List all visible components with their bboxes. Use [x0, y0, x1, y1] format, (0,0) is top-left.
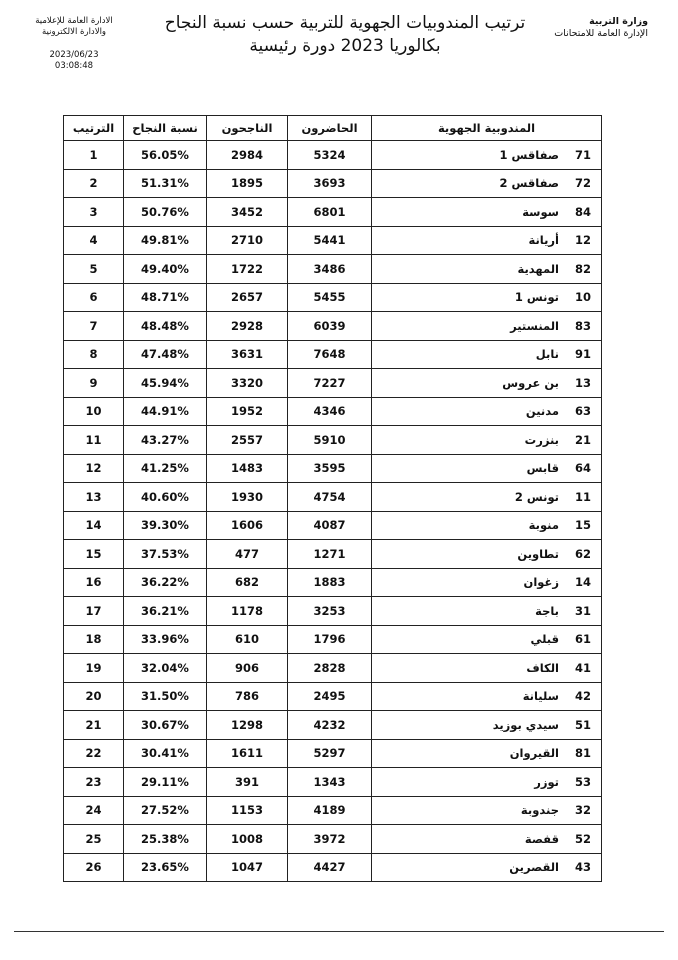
passed-count-cell: 1008	[207, 825, 288, 854]
passed-count-cell: 391	[207, 768, 288, 797]
footer-divider	[14, 931, 664, 932]
pass-rate-cell: 51.31%	[124, 169, 207, 198]
passed-count-cell: 3631	[207, 340, 288, 369]
passed-count-cell: 682	[207, 568, 288, 597]
pass-rate-cell: 47.48%	[124, 340, 207, 369]
pass-rate-cell: 32.04%	[124, 654, 207, 683]
passed-count-cell: 1483	[207, 454, 288, 483]
passed-count-cell: 1611	[207, 739, 288, 768]
table-row	[64, 369, 602, 398]
region-code: 43	[574, 860, 591, 875]
region-name: القيروان	[509, 746, 559, 761]
passed-count-cell: 1930	[207, 483, 288, 512]
rank-cell: 14	[64, 511, 124, 540]
region-name: باجة	[535, 603, 559, 618]
pass-rate-cell: 27.52%	[124, 796, 207, 825]
table-row	[64, 511, 602, 540]
rank-cell: 3	[64, 198, 124, 227]
pass-rate-cell: 33.96%	[124, 625, 207, 654]
region-code: 12	[574, 233, 591, 248]
passed-count-cell: 1178	[207, 597, 288, 626]
pass-rate-cell: 39.30%	[124, 511, 207, 540]
region-code: 64	[574, 461, 591, 476]
region-cell	[372, 283, 602, 312]
rank-cell: 4	[64, 226, 124, 255]
region-name: بنزرت	[524, 432, 559, 447]
region-cell	[372, 426, 602, 455]
region-name: قبلي	[530, 632, 559, 647]
region-cell	[372, 597, 602, 626]
present-count-cell: 4087	[288, 511, 372, 540]
region-cell	[372, 511, 602, 540]
passed-count-cell: 1047	[207, 853, 288, 882]
pass-rate-cell: 41.25%	[124, 454, 207, 483]
rank-cell: 12	[64, 454, 124, 483]
region-code: 61	[574, 632, 591, 647]
ministry-name: وزارة التربية	[589, 16, 648, 27]
present-count-cell: 3486	[288, 255, 372, 284]
it-header	[28, 16, 120, 72]
region-cell	[372, 739, 602, 768]
present-count-cell: 3693	[288, 169, 372, 198]
table-row	[64, 169, 602, 198]
passed-count-cell: 3452	[207, 198, 288, 227]
passed-count-cell: 1153	[207, 796, 288, 825]
table-row	[64, 426, 602, 455]
region-cell	[372, 397, 602, 426]
region-name: جندوبة	[520, 803, 559, 818]
pass-rate-cell: 25.38%	[124, 825, 207, 854]
region-name: توزر	[534, 774, 559, 789]
table-row	[64, 739, 602, 768]
region-code: 62	[574, 546, 591, 561]
region-cell	[372, 853, 602, 882]
passed-count-cell: 1895	[207, 169, 288, 198]
rank-cell: 1	[64, 141, 124, 170]
print-date: 2023/06/23	[49, 50, 99, 60]
passed-count-cell: 786	[207, 682, 288, 711]
region-name: تطاوين	[517, 546, 559, 561]
region-cell	[372, 169, 602, 198]
region-name: المنستير	[510, 318, 559, 333]
table-row	[64, 568, 602, 597]
table-row	[64, 283, 602, 312]
rank-cell: 23	[64, 768, 124, 797]
table-body	[64, 141, 602, 882]
region-cell	[372, 682, 602, 711]
passed-count-cell: 1606	[207, 511, 288, 540]
region-name: قفصة	[524, 831, 559, 846]
rank-cell: 6	[64, 283, 124, 312]
pass-rate-cell: 23.65%	[124, 853, 207, 882]
rank-cell: 10	[64, 397, 124, 426]
region-code: 72	[574, 176, 591, 191]
region-code: 52	[574, 831, 591, 846]
region-name: سوسة	[522, 204, 559, 219]
rank-cell: 7	[64, 312, 124, 341]
table-row	[64, 853, 602, 882]
pass-rate-cell: 31.50%	[124, 682, 207, 711]
column-header-rate: نسبة النجاح	[124, 116, 207, 141]
passed-count-cell: 2657	[207, 283, 288, 312]
present-count-cell: 4346	[288, 397, 372, 426]
present-count-cell: 4189	[288, 796, 372, 825]
rank-cell: 8	[64, 340, 124, 369]
column-header-present: الحاضرون	[288, 116, 372, 141]
passed-count-cell: 610	[207, 625, 288, 654]
rank-cell: 15	[64, 540, 124, 569]
column-header-passed: الناجحون	[207, 116, 288, 141]
region-code: 10	[574, 290, 591, 305]
region-cell	[372, 483, 602, 512]
present-count-cell: 3972	[288, 825, 372, 854]
table-row	[64, 597, 602, 626]
table-row	[64, 768, 602, 797]
table-row	[64, 255, 602, 284]
pass-rate-cell: 49.40%	[124, 255, 207, 284]
rank-cell: 21	[64, 711, 124, 740]
rank-cell: 25	[64, 825, 124, 854]
rank-cell: 5	[64, 255, 124, 284]
table-header-row	[64, 116, 602, 141]
passed-count-cell: 1952	[207, 397, 288, 426]
table-row	[64, 625, 602, 654]
region-name: سليانة	[522, 689, 559, 704]
rank-cell: 24	[64, 796, 124, 825]
table-row	[64, 397, 602, 426]
pass-rate-cell: 36.21%	[124, 597, 207, 626]
pass-rate-cell: 45.94%	[124, 369, 207, 398]
passed-count-cell: 1722	[207, 255, 288, 284]
region-name: بن عروس	[502, 375, 559, 390]
present-count-cell: 2495	[288, 682, 372, 711]
pass-rate-cell: 40.60%	[124, 483, 207, 512]
region-cell	[372, 369, 602, 398]
table-row	[64, 141, 602, 170]
present-count-cell: 7227	[288, 369, 372, 398]
region-code: 71	[574, 147, 591, 162]
region-code: 14	[574, 575, 591, 590]
rank-cell: 16	[64, 568, 124, 597]
table-row	[64, 226, 602, 255]
region-cell	[372, 340, 602, 369]
region-name: صفاقس 1	[499, 147, 559, 162]
region-name: تونس 1	[514, 290, 559, 305]
table-row	[64, 312, 602, 341]
region-name: قابس	[526, 461, 559, 476]
present-count-cell: 1343	[288, 768, 372, 797]
region-code: 42	[574, 689, 591, 704]
pass-rate-cell: 49.81%	[124, 226, 207, 255]
pass-rate-cell: 48.48%	[124, 312, 207, 341]
region-name: المهدية	[517, 261, 559, 276]
present-count-cell: 5324	[288, 141, 372, 170]
region-code: 21	[574, 432, 591, 447]
rank-cell: 26	[64, 853, 124, 882]
table-row	[64, 654, 602, 683]
pass-rate-cell: 36.22%	[124, 568, 207, 597]
pass-rate-cell: 44.91%	[124, 397, 207, 426]
region-cell	[372, 198, 602, 227]
present-count-cell: 4232	[288, 711, 372, 740]
region-cell	[372, 568, 602, 597]
present-count-cell: 4427	[288, 853, 372, 882]
present-count-cell: 5910	[288, 426, 372, 455]
region-name: تونس 2	[514, 489, 559, 504]
present-count-cell: 1796	[288, 625, 372, 654]
rank-cell: 17	[64, 597, 124, 626]
region-name: زغوان	[523, 575, 559, 590]
present-count-cell: 6801	[288, 198, 372, 227]
pass-rate-cell: 30.41%	[124, 739, 207, 768]
passed-count-cell: 2928	[207, 312, 288, 341]
passed-count-cell: 477	[207, 540, 288, 569]
column-header-rank: الترتيب	[64, 116, 124, 141]
region-name: القصرين	[509, 860, 559, 875]
present-count-cell: 2828	[288, 654, 372, 683]
rank-cell: 11	[64, 426, 124, 455]
present-count-cell: 7648	[288, 340, 372, 369]
directorate-name: الإدارة العامة للامتحانات	[554, 28, 648, 39]
present-count-cell: 1883	[288, 568, 372, 597]
passed-count-cell: 2710	[207, 226, 288, 255]
rank-cell: 9	[64, 369, 124, 398]
region-code: 32	[574, 803, 591, 818]
present-count-cell: 4754	[288, 483, 372, 512]
passed-count-cell: 1298	[207, 711, 288, 740]
region-cell	[372, 226, 602, 255]
region-name: الكاف	[526, 660, 559, 675]
rank-cell: 22	[64, 739, 124, 768]
region-cell	[372, 768, 602, 797]
it-directorate-line1: الادارة العامة للإعلامية	[35, 16, 113, 26]
passed-count-cell: 906	[207, 654, 288, 683]
pass-rate-cell: 37.53%	[124, 540, 207, 569]
region-name: سيدي بوزيد	[492, 717, 559, 732]
it-directorate-line2: والادارة الالكترونية	[41, 27, 107, 37]
title-line-2: بكالوريا 2023 دورة رئيسية	[249, 36, 441, 56]
region-code: 51	[574, 717, 591, 732]
region-name: مدنين	[525, 404, 559, 419]
present-count-cell: 5455	[288, 283, 372, 312]
region-cell	[372, 625, 602, 654]
rank-cell: 2	[64, 169, 124, 198]
document-title	[120, 12, 570, 58]
region-name: صفاقس 2	[499, 176, 559, 191]
region-cell	[372, 255, 602, 284]
rank-cell: 13	[64, 483, 124, 512]
table-row	[64, 540, 602, 569]
present-count-cell: 5297	[288, 739, 372, 768]
rank-cell: 20	[64, 682, 124, 711]
pass-rate-cell: 50.76%	[124, 198, 207, 227]
pass-rate-cell: 43.27%	[124, 426, 207, 455]
region-name: منوبة	[528, 518, 559, 533]
region-code: 15	[574, 518, 591, 533]
region-name: نابل	[535, 347, 559, 362]
passed-count-cell: 2984	[207, 141, 288, 170]
region-cell	[372, 312, 602, 341]
present-count-cell: 3595	[288, 454, 372, 483]
present-count-cell: 5441	[288, 226, 372, 255]
region-code: 83	[574, 318, 591, 333]
region-code: 91	[574, 347, 591, 362]
region-code: 13	[574, 375, 591, 390]
column-header-region: المندوبية الجهوية	[372, 116, 602, 141]
region-cell	[372, 454, 602, 483]
region-cell	[372, 796, 602, 825]
region-code: 11	[574, 489, 591, 504]
table-row	[64, 483, 602, 512]
pass-rate-cell: 29.11%	[124, 768, 207, 797]
ranking-table	[63, 115, 602, 882]
table-row	[64, 198, 602, 227]
region-code: 63	[574, 404, 591, 419]
region-cell	[372, 540, 602, 569]
table-row	[64, 825, 602, 854]
region-code: 84	[574, 204, 591, 219]
print-time: 03:08:48	[54, 61, 94, 71]
pass-rate-cell: 48.71%	[124, 283, 207, 312]
region-code: 41	[574, 660, 591, 675]
rank-cell: 18	[64, 625, 124, 654]
ranking-table-container	[63, 115, 601, 882]
pass-rate-cell: 30.67%	[124, 711, 207, 740]
region-code: 53	[574, 774, 591, 789]
region-cell	[372, 711, 602, 740]
region-code: 82	[574, 261, 591, 276]
region-code: 81	[574, 746, 591, 761]
region-cell	[372, 141, 602, 170]
region-cell	[372, 654, 602, 683]
table-row	[64, 711, 602, 740]
rank-cell: 19	[64, 654, 124, 683]
present-count-cell: 1271	[288, 540, 372, 569]
table-row	[64, 796, 602, 825]
table-row	[64, 682, 602, 711]
table-row	[64, 340, 602, 369]
title-line-1: ترتيب المندوبيات الجهوية للتربية حسب نسبة النجاح	[164, 13, 526, 33]
table-row	[64, 454, 602, 483]
passed-count-cell: 2557	[207, 426, 288, 455]
region-code: 31	[574, 603, 591, 618]
region-cell	[372, 825, 602, 854]
pass-rate-cell: 56.05%	[124, 141, 207, 170]
passed-count-cell: 3320	[207, 369, 288, 398]
present-count-cell: 6039	[288, 312, 372, 341]
present-count-cell: 3253	[288, 597, 372, 626]
region-name: أريانة	[528, 233, 559, 248]
